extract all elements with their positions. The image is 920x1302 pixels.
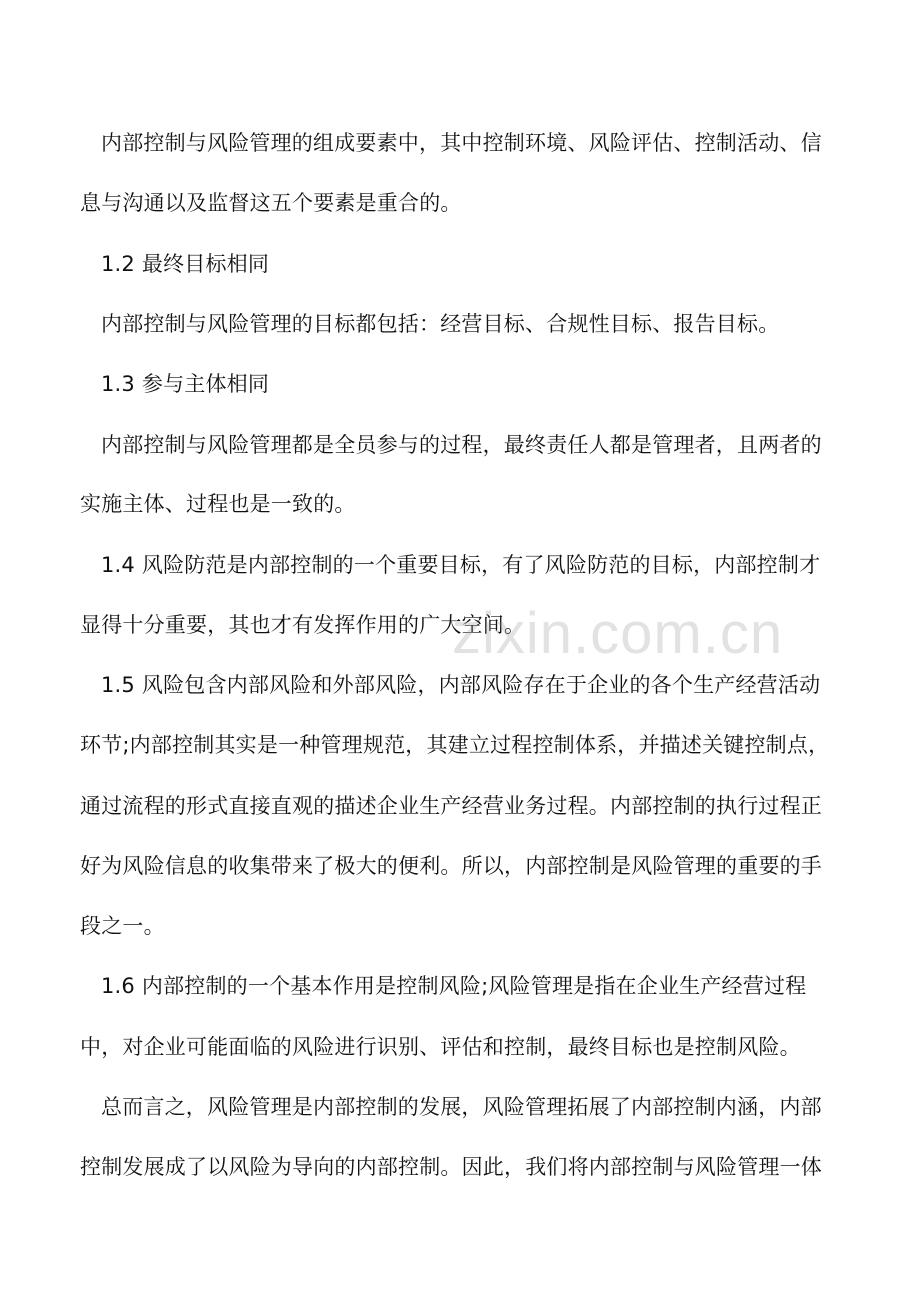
text-line: 息与沟通以及监督这五个要素是重合的。 bbox=[80, 191, 462, 215]
section-heading: 1.3 参与主体相同 bbox=[101, 372, 270, 396]
watermark-text: zixin.com.cn bbox=[452, 601, 784, 666]
section-heading: 1.2 最终目标相同 bbox=[101, 252, 270, 276]
text-line: 1.4 风险防范是内部控制的一个重要目标，有了风险防范的目标，内部控制才 bbox=[101, 553, 821, 577]
text-line: 好为风险信息的收集带来了极大的便利。所以，内部控制是风险管理的重要的手 bbox=[80, 854, 822, 878]
text-line: 内部控制与风险管理的目标都包括：经营目标、合规性目标、报告目标。 bbox=[101, 312, 780, 336]
text-line: 控制发展成了以风险为导向的内部控制。因此，我们将内部控制与风险管理一体 bbox=[80, 1155, 822, 1179]
text-line: 内部控制与风险管理的组成要素中，其中控制环境、风险评估、控制活动、信 bbox=[101, 131, 822, 155]
text-line: 环节;内部控制其实是一种管理规范，其建立过程控制体系，并描述关键控制点， bbox=[80, 733, 830, 757]
text-line: 通过流程的形式直接直观的描述企业生产经营业务过程。内部控制的执行过程正 bbox=[80, 794, 822, 818]
text-line: 中，对企业可能面临的风险进行识别、评估和控制，最终目标也是控制风险。 bbox=[80, 1035, 801, 1059]
text-line: 显得十分重要，其也才有发挥作用的广大空间。 bbox=[80, 613, 526, 637]
text-line: 1.5 风险包含内部风险和外部风险，内部风险存在于企业的各个生产经营活动 bbox=[101, 673, 821, 697]
text-line: 实施主体、过程也是一致的。 bbox=[80, 492, 356, 516]
text-line: 总而言之，风险管理是内部控制的发展，风险管理拓展了内部控制内涵，内部 bbox=[101, 1095, 822, 1119]
text-line: 1.6 内部控制的一个基本作用是控制风险;风险管理是指在企业生产经营过程 bbox=[101, 974, 807, 998]
text-line: 段之一。 bbox=[80, 914, 165, 938]
text-line: 内部控制与风险管理都是全员参与的过程，最终责任人都是管理者，且两者的 bbox=[101, 433, 822, 457]
